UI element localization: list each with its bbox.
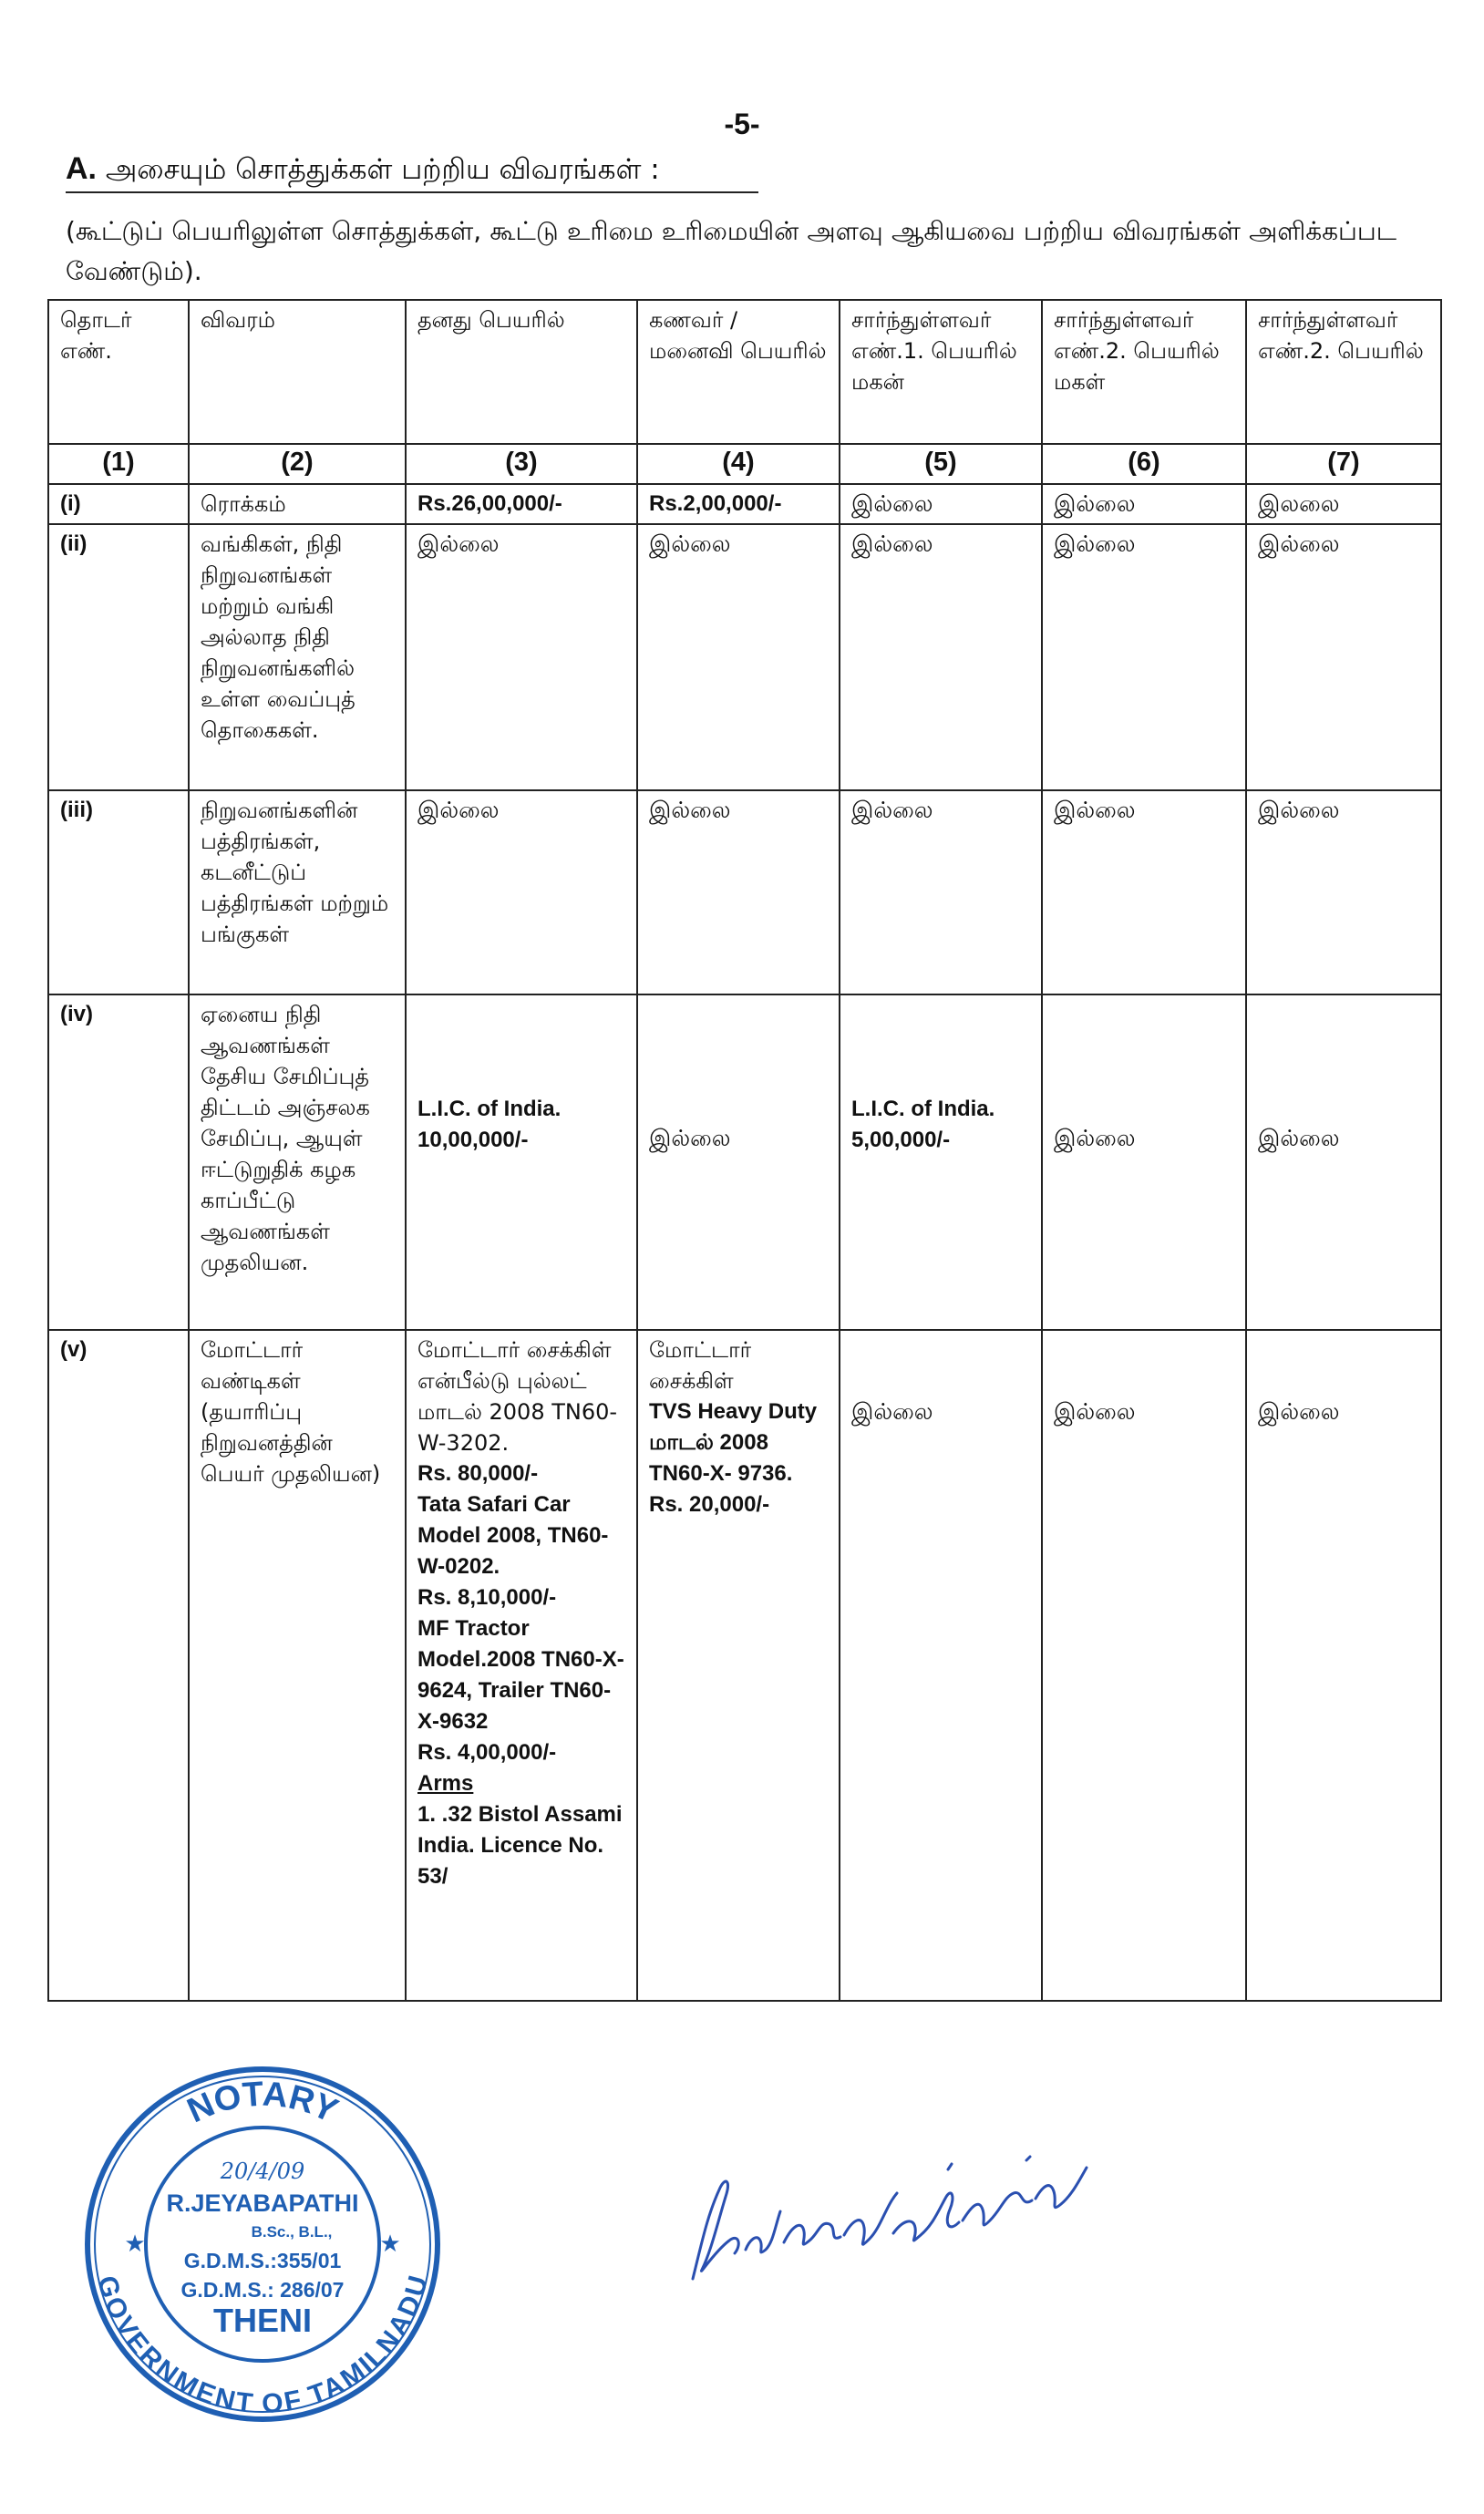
- vehicle-line: Rs. 8,10,000/-: [417, 1585, 557, 1610]
- value-self: இல்லை: [406, 524, 637, 790]
- row-description: மோட்டார் வண்டிகள் (தயாரிப்பு நிறுவனத்தின் பெயர் முதலியன): [189, 1330, 406, 2001]
- table-header-row: [48, 300, 1441, 444]
- row-description: ஏனைய நிதி ஆவணங்கள் தேசிய சேமிப்புத் திட்டம் அஞ்சலக சேமிப்பு, ஆயுள் ஈட்டுறுதிக் கழக காப்பீட்டு ஆவணங்கள் முதலியன.: [189, 994, 406, 1330]
- section-note: (கூட்டுப் பெயரிலுள்ள சொத்துக்கள், கூட்டு உரிமை உரிமையின் அளவு ஆகியவை பற்றிய விவரங்கள் அளிக்கப்பட வேண்டும்).: [66, 216, 1396, 286]
- header-dependent-3: சார்ந்துள்ளவர் எண்.2. பெயரில்: [1246, 300, 1441, 444]
- value-dependent-3: இல்லை: [1246, 790, 1441, 994]
- vehicle-line: Rs. 4,00,000/-: [417, 1740, 557, 1765]
- table-row: [48, 790, 1441, 994]
- row-description: ரொக்கம்: [189, 484, 406, 524]
- row-serial: (i): [48, 484, 189, 524]
- table-row: [48, 484, 1441, 524]
- table-row: [48, 524, 1441, 790]
- stamp-bottom-text: GOVERNMENT OF TAMILNADU: [91, 2272, 434, 2420]
- section-heading: [66, 151, 660, 190]
- value-dependent-1: இல்லை: [840, 484, 1042, 524]
- value-dependent-1: L.I.C. of India. 5,00,000/-: [840, 994, 1042, 1330]
- column-number: (5): [840, 444, 1042, 484]
- column-number: (3): [406, 444, 637, 484]
- movable-assets-table: [47, 299, 1442, 2002]
- vehicle-line: 1. .32 Bistol Assami India. Licence No. 53/: [417, 1802, 623, 1889]
- value-self: இல்லை: [406, 790, 637, 994]
- row-serial: (ii): [48, 524, 189, 790]
- header-serial: தொடர் எண்.: [48, 300, 189, 444]
- table-row: [48, 994, 1441, 1330]
- page-number: -5-: [724, 108, 760, 140]
- stamp-degree: B.Sc., B.L.,: [251, 2223, 333, 2241]
- value-spouse: Rs.2,00,000/-: [637, 484, 840, 524]
- value-dependent-2: இல்லை: [1042, 1330, 1246, 2001]
- notary-stamp: [80, 2062, 445, 2426]
- stamp-gdms-2: G.D.M.S.: 286/07: [180, 2278, 345, 2302]
- value-self: L.I.C. of India. 10,00,000/-: [406, 994, 637, 1330]
- stamp-date: 20/4/09: [220, 2159, 305, 2184]
- row-serial: (iii): [48, 790, 189, 994]
- value-dependent-2: இல்லை: [1042, 524, 1246, 790]
- column-number-row: [48, 444, 1441, 484]
- value-dependent-1: இல்லை: [840, 790, 1042, 994]
- row-description: நிறுவனங்களின் பத்திரங்கள், கடனீட்டுப் பத்திரங்கள் மற்றும் பங்குகள்: [189, 790, 406, 994]
- header-self: தனது பெயரில்: [406, 300, 637, 444]
- header-dependent-2: சார்ந்துள்ளவர் எண்.2. பெயரில் மகள்: [1042, 300, 1246, 444]
- header-description: விவரம்: [189, 300, 406, 444]
- value-spouse: இல்லை: [637, 524, 840, 790]
- value-dependent-2: இல்லை: [1042, 484, 1246, 524]
- row-serial: (iv): [48, 994, 189, 1330]
- table-row: [48, 1330, 1441, 2001]
- stamp-gdms-1: G.D.M.S.:355/01: [183, 2249, 342, 2272]
- vehicle-line: MF Tractor Model.2008 TN60-X-9624, Trailer TN60-X-9632: [417, 1616, 624, 1734]
- value-self: [406, 1330, 637, 2001]
- header-spouse: கணவர் / மனைவி பெயரில்: [637, 300, 840, 444]
- vehicle-line: Rs. 20,000/-: [649, 1492, 770, 1517]
- value-spouse: இல்லை: [637, 790, 840, 994]
- value-dependent-3: இல்லை: [1246, 994, 1441, 1330]
- value-spouse: இல்லை: [637, 994, 840, 1330]
- arms-heading: Arms: [417, 1771, 474, 1796]
- column-number: (2): [189, 444, 406, 484]
- row-serial: (v): [48, 1330, 189, 2001]
- vehicle-line: TVS Heavy Duty மாடல் 2008 TN60-X- 9736.: [649, 1399, 818, 1486]
- column-number: (1): [48, 444, 189, 484]
- column-number: (4): [637, 444, 840, 484]
- star-icon: ★: [379, 2231, 401, 2258]
- vehicle-line: Tata Safari Car Model 2008, TN60-W-0202.: [417, 1492, 609, 1579]
- value-spouse: [637, 1330, 840, 2001]
- section-title: அசையும் சொத்துக்கள் பற்றிய விவரங்கள் :: [105, 153, 660, 186]
- vehicle-line: மோட்டார் சைக்கிள் என்பீல்டு புல்லட் மாடல் 2008 TN60-W-3202.: [417, 1337, 618, 1456]
- column-number: (6): [1042, 444, 1246, 484]
- vehicle-line: Rs. 80,000/-: [417, 1461, 539, 1486]
- vehicle-line: மோட்டார் சைக்கிள்: [649, 1337, 752, 1394]
- stamp-name: R.JEYABAPATHI: [166, 2189, 359, 2217]
- value-self: Rs.26,00,000/-: [406, 484, 637, 524]
- value-dependent-1: இல்லை: [840, 524, 1042, 790]
- value-dependent-2: இல்லை: [1042, 790, 1246, 994]
- header-dependent-1: சார்ந்துள்ளவர் எண்.1. பெயரில் மகன்: [840, 300, 1042, 444]
- signature: [675, 2133, 1112, 2297]
- stamp-place: THENI: [213, 2302, 312, 2339]
- section-letter: A.: [66, 151, 97, 186]
- row-description: வங்கிகள், நிதி நிறுவனங்கள் மற்றும் வங்கி அல்லாத நிதி நிறுவனங்களில் உள்ள வைப்புத் தொகைகள்.: [189, 524, 406, 790]
- value-dependent-2: இல்லை: [1042, 994, 1246, 1330]
- column-number: (7): [1246, 444, 1441, 484]
- stamp-top-text: NOTARY: [181, 2075, 344, 2131]
- value-dependent-3: இல்லை: [1246, 1330, 1441, 2001]
- value-dependent-3: இலலை: [1246, 484, 1441, 524]
- star-icon: ★: [124, 2231, 146, 2258]
- value-dependent-3: இல்லை: [1246, 524, 1441, 790]
- heading-underline: [66, 191, 758, 193]
- value-dependent-1: இல்லை: [840, 1330, 1042, 2001]
